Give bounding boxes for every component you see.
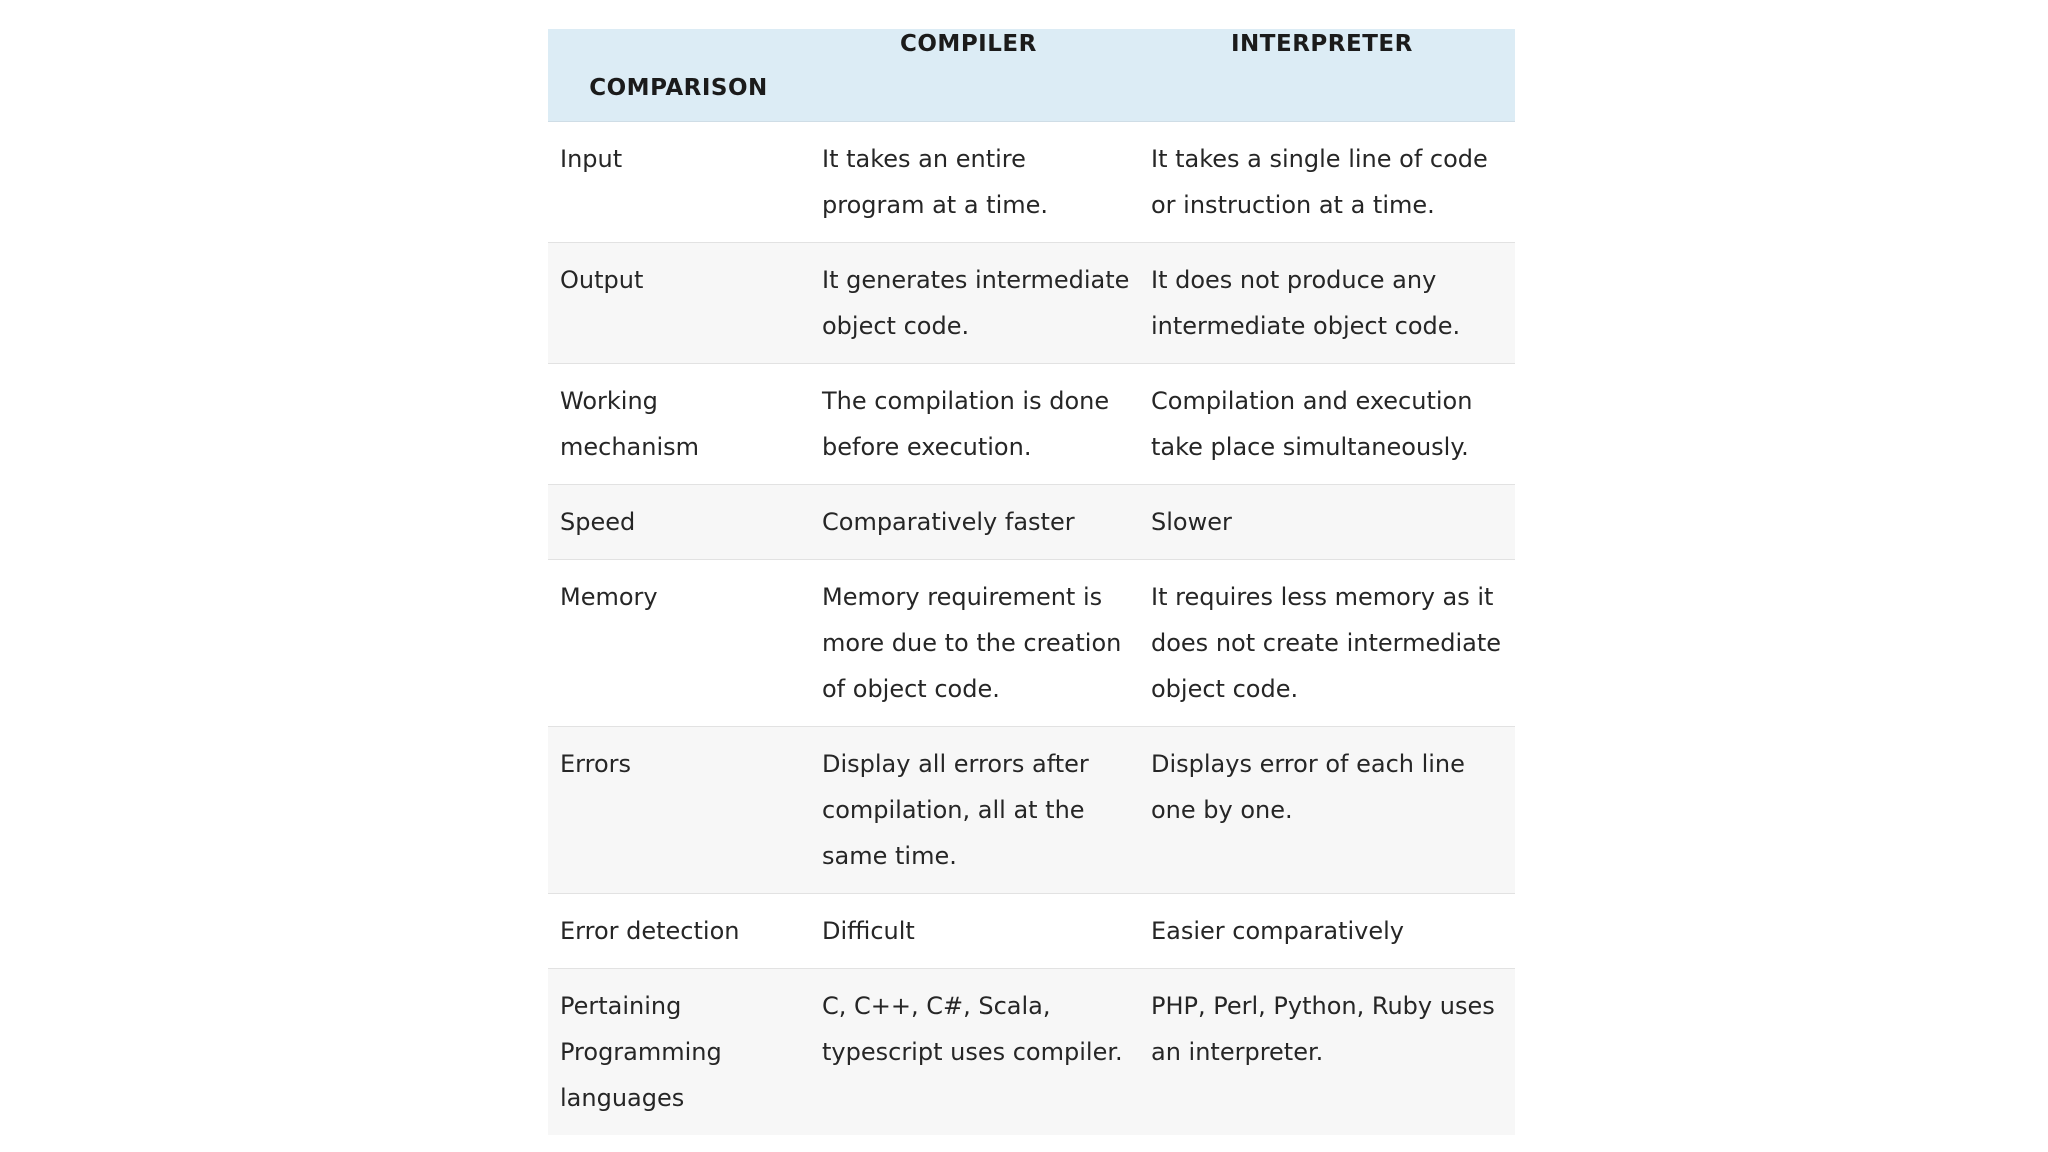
- compiler-cell: It generates intermediate object code.: [809, 243, 1143, 364]
- table-row: [548, 560, 1515, 727]
- interpreter-cell: PHP, Perl, Python, Ruby uses an interpreter.: [1143, 969, 1515, 1136]
- row-label: Output: [548, 243, 809, 364]
- comparison-table: [548, 29, 1515, 1135]
- compiler-cell: It takes an entire program at a time.: [809, 122, 1143, 243]
- header-comparison: COMPARISON: [548, 29, 809, 122]
- interpreter-cell: Compilation and execution take place simultaneously.: [1143, 364, 1515, 485]
- compiler-cell: Display all errors after compilation, all at the same time.: [809, 727, 1143, 894]
- header-compiler: COMPILER: [809, 29, 1143, 122]
- table-row: [548, 485, 1515, 560]
- row-label: Input: [548, 122, 809, 243]
- table-row: [548, 243, 1515, 364]
- interpreter-cell: It does not produce any intermediate object code.: [1143, 243, 1515, 364]
- compiler-cell: The compilation is done before execution.: [809, 364, 1143, 485]
- table-row: [548, 364, 1515, 485]
- row-label: Error detection: [548, 894, 809, 969]
- row-label: Pertaining Programming languages: [548, 969, 809, 1136]
- row-label: Speed: [548, 485, 809, 560]
- compiler-cell: Difficult: [809, 894, 1143, 969]
- row-label: Memory: [548, 560, 809, 727]
- table-header-row: [548, 29, 1515, 122]
- interpreter-cell: Slower: [1143, 485, 1515, 560]
- row-label: Errors: [548, 727, 809, 894]
- header-interpreter: INTERPRETER: [1143, 29, 1515, 122]
- table-row: [548, 727, 1515, 894]
- table-row: [548, 894, 1515, 969]
- interpreter-cell: Easier comparatively: [1143, 894, 1515, 969]
- table-row: [548, 969, 1515, 1136]
- interpreter-cell: It takes a single line of code or instruction at a time.: [1143, 122, 1515, 243]
- compiler-cell: C, C++, C#, Scala, typescript uses compiler.: [809, 969, 1143, 1136]
- table-row: [548, 122, 1515, 243]
- interpreter-cell: Displays error of each line one by one.: [1143, 727, 1515, 894]
- compiler-cell: Memory requirement is more due to the creation of object code.: [809, 560, 1143, 727]
- compiler-cell: Comparatively faster: [809, 485, 1143, 560]
- interpreter-cell: It requires less memory as it does not create intermediate object code.: [1143, 560, 1515, 727]
- row-label: Working mechanism: [548, 364, 809, 485]
